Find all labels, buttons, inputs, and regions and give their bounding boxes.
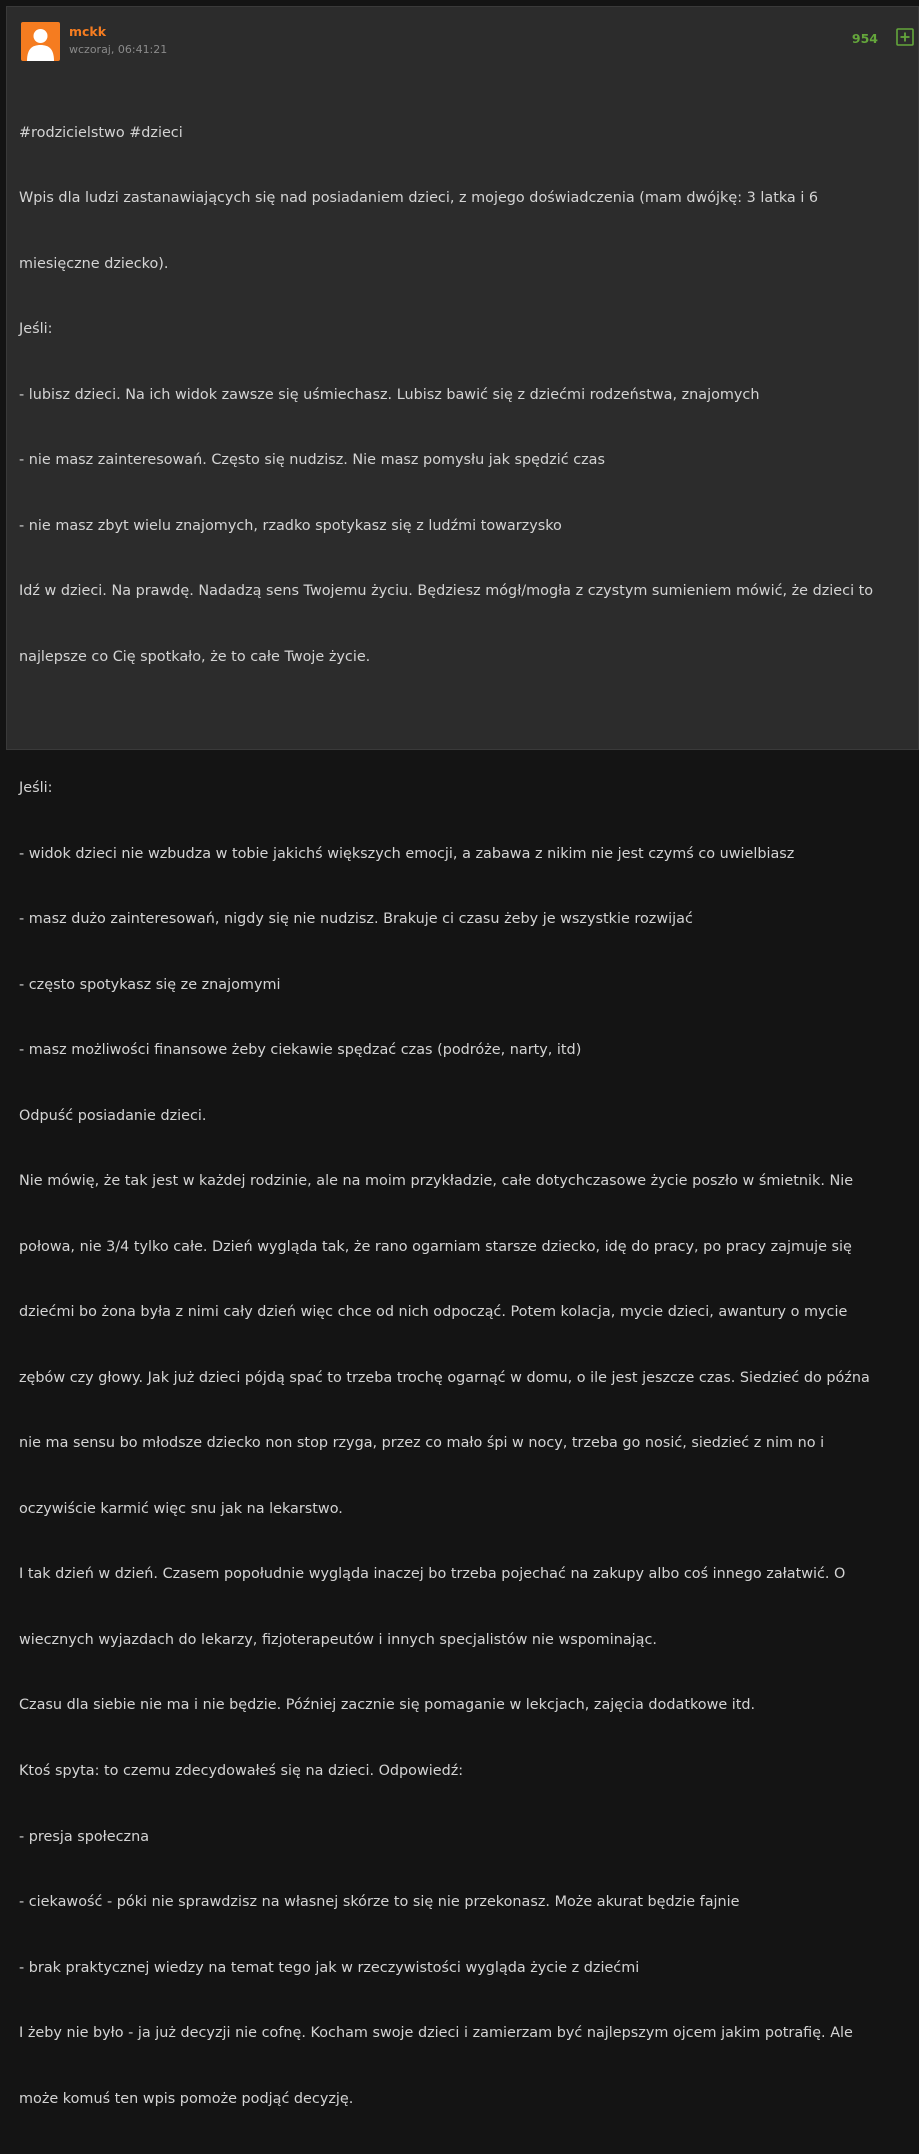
entry-line: dziećmi bo żona była z nimi cały dzień więc chce od nich odpocząć. Potem kolacja, mycie dzieci, awantury o mycie [19, 1304, 848, 1321]
author-name[interactable]: mckk [69, 24, 107, 39]
entry-line: I tak dzień w dzień. Czasem popołudnie wygląda inaczej bo trzeba pojechać na zakupy albo coś innego załatwić. O [19, 1566, 846, 1583]
entry-line: - lubisz dzieci. Na ich widok zawsze się uśmiechasz. Lubisz bawić się z dziećmi rodzeństwa, znajomych [19, 386, 760, 403]
entry-line: - nie masz zainteresowań. Często się nudzisz. Nie masz pomysłu jak spędzić czas [19, 452, 605, 469]
entry-line: - masz dużo zainteresowań, nigdy się nie nudzisz. Brakuje ci czasu żeby je wszystkie rozwijać [19, 911, 693, 928]
entry-line: - presja społeczna [19, 1828, 150, 1845]
entry-line: Wpis dla ludzi zastanawiających się nad posiadaniem dzieci, z mojego doświadczenia (mam dwójkę: 3 latka i 6 [19, 190, 819, 207]
entry-line: Odpuść posiadanie dzieci. [19, 1107, 207, 1124]
entry-line: może komuś ten wpis pomoże podjąć decyzję. [19, 2090, 354, 2107]
avatar-graphic [21, 22, 60, 61]
plus-icon-graphic [896, 28, 914, 46]
entry-line: połowa, nie 3/4 tylko całe. Dzień wygląda tak, że rano ogarniam starsze dziecko, idę do pracy, po pracy zajmuje się [19, 1238, 852, 1255]
entry-line: Ktoś spyta: to czemu zdecydowałeś się na dzieci. Odpowiedź: [19, 1762, 464, 1779]
entry-timestamp: wczoraj, 06:41:21 [69, 43, 168, 56]
entry-line: - brak praktycznej wiedzy na temat tego jak w rzeczywistości wygląda życie z dziećmi [19, 1959, 640, 1976]
entry-line: #rodzicielstwo #dzieci [19, 124, 183, 141]
entry-line: Idź w dzieci. Na prawdę. Nadadzą sens Twojemu życiu. Będziesz mógł/mogła z czystym sumieniem mówić, że dzieci to [19, 583, 874, 600]
user-silhouette-icon[interactable] [21, 22, 60, 61]
entry-line: - widok dzieci nie wzbudza w tobie jakichś większych emocji, a zabawa z nikim nie jest czymś co uwielbiasz [19, 845, 795, 862]
entry-line: Nie mówię, że tak jest w każdej rodzinie, ale na moim przykładzie, całe dotychczasowe życie poszło w śmietnik. Nie [19, 1173, 854, 1190]
entry-line: najlepsze co Cię spotkało, że to całe Twoje życie. [19, 648, 371, 665]
entry-line [19, 712, 909, 734]
entry-body [19, 79, 909, 2154]
entry-line: oczywiście karmić więc snu jak na lekarstwo. [19, 1500, 343, 1517]
plus-icon[interactable] [896, 28, 914, 46]
entry-line: zębów czy głowy. Jak już dzieci pójdą spać to trzeba trochę ogarnąć w domu, o ile jest jeszcze czas. Siedzieć do późna [19, 1369, 870, 1386]
entry-line: Jeśli: [19, 321, 53, 338]
entry-line: nie ma sensu bo młodsze dziecko non stop rzyga, przez co mało śpi w nocy, trzeba go nosić, siedzieć z nim no i [19, 1435, 825, 1452]
vote-count: 954 [851, 31, 878, 46]
entry-line: Czasu dla siebie nie ma i nie będzie. Później zacznie się pomaganie w lekcjach, zajęcia dodatkowe itd. [19, 1697, 756, 1714]
entry-line: - nie masz zbyt wielu znajomych, rzadko spotykasz się z ludźmi towarzysko [19, 517, 562, 534]
entry-line: - masz możliwości finansowe żeby ciekawie spędzać czas (podróże, narty, itd) [19, 1042, 582, 1059]
entry-line: I żeby nie było - ja już decyzji nie cofnę. Kocham swoje dzieci i zamierzam być najlepszym ojcem jakim potrafię. Ale [19, 2025, 853, 2042]
entry-line: Jeśli: [19, 780, 53, 796]
entry-line: - ciekawość - póki nie sprawdzisz na własnej skórze to się nie przekonasz. Może akurat będzie fajnie [19, 1894, 740, 1911]
entry-line: miesięczne dziecko). [19, 255, 169, 272]
entry-card [6, 6, 919, 2107]
entry-line: wiecznych wyjazdach do lekarzy, fizjoterapeutów i innych specjalistów nie wspominając. [19, 1631, 657, 1648]
entry-line: - często spotykasz się ze znajomymi [19, 976, 281, 993]
